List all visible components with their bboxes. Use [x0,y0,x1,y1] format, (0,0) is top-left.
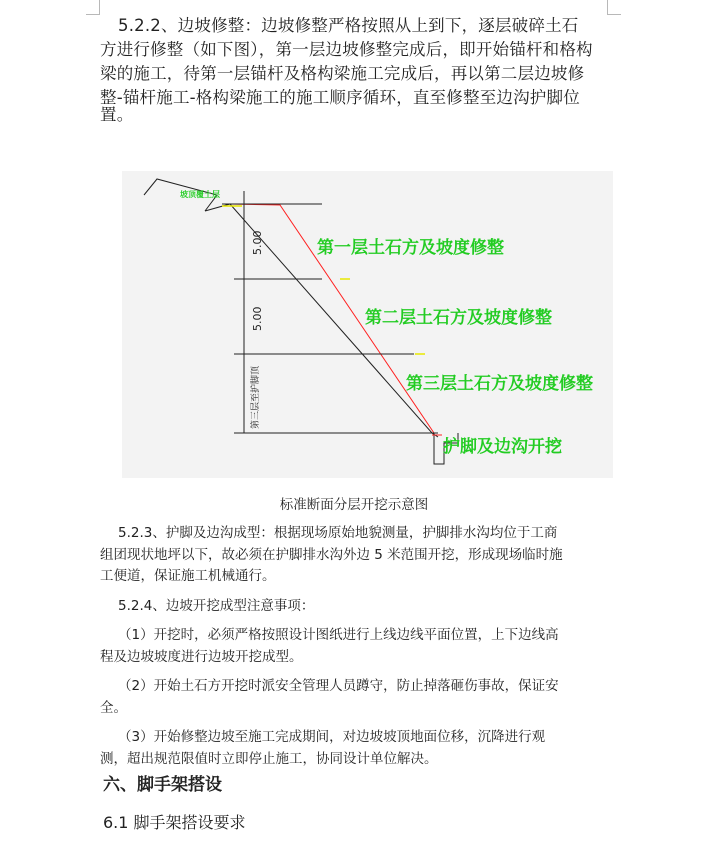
para-item1-line-2: 程及边坡坡度进行边坡开挖成型。 [100,649,303,665]
para-524: 5.2.4、边坡开挖成型注意事项： [118,598,315,614]
dimension-label-2: 5.00 [251,306,264,331]
intro-line-3: 梁的施工，待第一层锚杆及格构梁施工完成后，再以第二层边坡修 [100,64,585,83]
intro-line-5: 置。 [100,105,134,124]
corner-mark-top-right-vertical [607,0,608,14]
dimension-label-1: 5.00 [251,230,264,255]
layer-4-label: 护脚及边沟开挖 [443,437,562,457]
corner-mark-top-left-vertical [99,0,100,14]
excavation-diagram [122,171,613,478]
para-item1-line-1: （1）开挖时，必须严格按照设计图纸进行上线边线平面位置，上下边线高 [118,627,559,643]
subsection-heading: 6.1 脚手架搭设要求 [103,813,246,832]
para-item3-line-2: 测，超出规范限值时立即停止施工，协同设计单位解决。 [100,751,438,767]
para-523-line-3: 工便道，保证施工机械通行。 [100,568,276,584]
para-item2-line-1: （2）开始土石方开挖时派安全管理人员蹲守，防止掉落砸伤事故，保证安 [118,678,559,694]
layer-3-label: 第三层土石方及坡度修整 [406,374,593,394]
para-item2-line-2: 全。 [100,700,127,716]
top-soil-label: 坡顶覆土层 [180,190,220,199]
para-item3-line-1: （3）开始修整边坡至施工完成期间，对边坡坡顶地面位移，沉降进行观 [118,729,546,745]
layer-2-label: 第二层土石方及坡度修整 [365,308,552,328]
figure-caption: 标准断面分层开挖示意图 [279,497,429,513]
corner-mark-top-right-horizontal [607,14,621,15]
intro-line-2: 方进行修整（如下图），第一层边坡修整完成后，即开始锚杆和格构 [100,40,593,59]
para-523-line-2: 组团现状地坪以下，故必须在护脚排水沟外边 5 米范围开挖，形成现场临时施 [100,547,563,563]
excavation-section-figure [122,171,613,478]
intro-line-1: 5.2.2、边坡修整：边坡修整严格按照从上到下，逐层破碎土石 [118,16,579,35]
section-heading: 六、脚手架搭设 [103,775,222,795]
intro-line-4: 整-锚杆施工-格构梁施工的施工顺序循环，直至修整至边沟护脚位 [100,88,580,107]
layer-1-label: 第一层土石方及坡度修整 [317,238,504,258]
corner-mark-top-left-horizontal [86,14,100,15]
para-523-line-1: 5.2.3、护脚及边沟成型：根据现场原始地貌测量，护脚排水沟均位于工商 [118,525,558,541]
dimension-label-3: 第三层至护脚顶 [251,365,261,429]
